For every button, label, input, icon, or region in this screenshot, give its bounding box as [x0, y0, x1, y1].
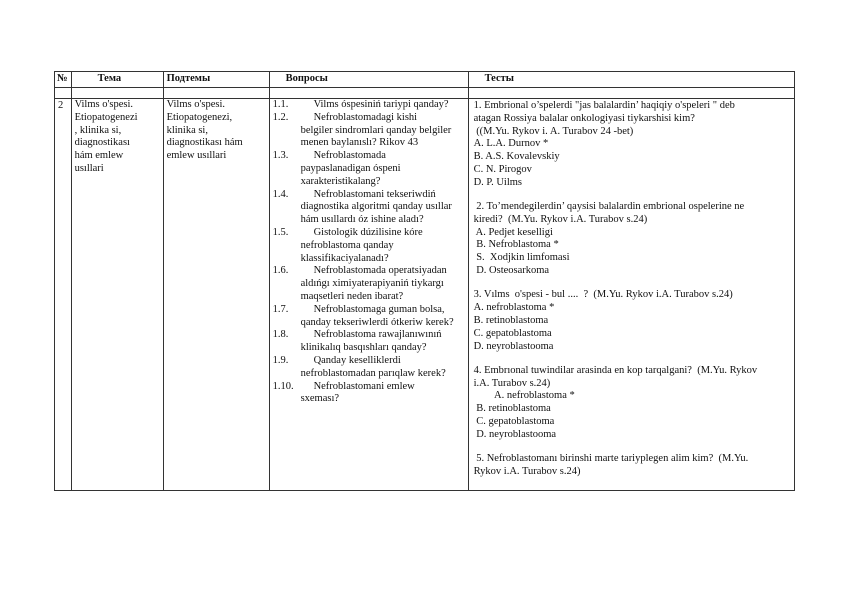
- question-text: [301, 99, 465, 112]
- question-line: diagnostika algoritmi qanday usıllar: [300, 201, 452, 213]
- test-question: 3. Vılms o'spesi - bul .... ? (M.Yu. Rykov i.A. Turabov s.24): [473, 289, 733, 301]
- tests-cell: [468, 99, 794, 491]
- question-line: menen baylanıslı? Rikov 43: [300, 137, 419, 149]
- question-number: 1.10.: [272, 380, 294, 392]
- questions-table: [54, 71, 795, 491]
- question-item: [273, 381, 465, 407]
- test-line: B. retinoblastoma: [473, 403, 551, 415]
- header-topic: Тема: [71, 72, 163, 88]
- subtopic-line: klinika si,: [166, 124, 208, 136]
- topic-line: , klinika si,: [74, 124, 122, 136]
- question-line: hám usıllardı óz ishine aladı?: [300, 214, 424, 226]
- question-line: sxeması?: [300, 393, 340, 405]
- question-line: maqsetleri neden ibarat?: [300, 290, 404, 302]
- question-line: Nefroblastomaga guman bolsa,: [313, 303, 445, 315]
- subtopic-line: emlew usıllari: [166, 150, 227, 162]
- header-questions: Вопросы: [269, 72, 468, 88]
- question-line: Nefroblastomada operatsiyadan: [313, 265, 447, 277]
- test-item: [474, 100, 791, 190]
- test-question: 1. Embrional o’spelerdi "jas balalardin’ haqiqiy o'speleri " deb: [473, 100, 735, 111]
- question-number: 1.1.: [272, 99, 289, 110]
- test-line: C. gepatoblastoma: [473, 327, 552, 339]
- question-text: [301, 112, 465, 150]
- subtopic-line: Vilms o'spesi.: [166, 99, 225, 110]
- question-line: Vilms óspesiniń tariypi qanday?: [313, 99, 449, 110]
- test-line: kiredi? (M.Yu. Rykov i.A. Turabov s.24): [473, 213, 648, 225]
- question-line: Nefroblastomani tekseriwdiń: [313, 188, 436, 200]
- topic-line: diagnostikası: [74, 137, 130, 149]
- question-item: [273, 112, 465, 150]
- question-number: 1.8.: [272, 329, 289, 341]
- question-item: [273, 355, 465, 381]
- question-text: [301, 355, 465, 381]
- question-number: 1.2.: [272, 111, 289, 123]
- test-line: A. Pedjet keselligi: [473, 226, 553, 238]
- question-line: Nefroblastomadagi kishi: [313, 111, 418, 123]
- test-line: C. N. Pirogov: [473, 163, 532, 175]
- question-item: [273, 265, 465, 303]
- question-item: [273, 329, 465, 355]
- question-item: [273, 189, 465, 227]
- topic-line: Vilms o'spesi.: [74, 99, 133, 110]
- question-line: klinikalıq basqıshları qanday?: [300, 342, 427, 354]
- question-text: [301, 189, 465, 227]
- header-subtopic: Подтемы: [163, 72, 269, 88]
- test-line: B. A.S. Kovalevskiy: [473, 151, 560, 163]
- table-row: [55, 99, 795, 491]
- question-text: [301, 381, 465, 407]
- question-item: [273, 150, 465, 188]
- test-line: i.A. Turabov s.24): [473, 377, 551, 389]
- question-number: 1.9.: [272, 354, 289, 366]
- question-line: Nefroblastomani emlew: [313, 380, 415, 392]
- test-question: 4. Embrıonal tuwindilar arasinda en kop tarqalgani? (M.Yu. Rykov: [473, 364, 758, 376]
- topic-line: Etiopatogenezi: [74, 111, 138, 123]
- question-number: 1.4.: [272, 188, 289, 200]
- question-number: 1.3.: [272, 150, 289, 162]
- test-line: D. P. Uilms: [473, 176, 522, 188]
- question-text: [301, 227, 465, 265]
- test-line: D. neyroblastooma: [473, 340, 554, 352]
- test-item: [474, 289, 791, 353]
- question-text: [301, 329, 465, 355]
- test-line: D. Osteosarkoma: [473, 265, 550, 277]
- question-line: Nefroblastomada: [313, 150, 386, 162]
- test-line: A. L.A. Durnov *: [473, 138, 549, 150]
- question-text: [301, 150, 465, 188]
- question-text: [301, 304, 465, 330]
- test-line: A. nefroblastoma *: [473, 302, 555, 314]
- question-line: nefroblastoma qanday: [300, 239, 394, 251]
- test-item: [474, 201, 791, 278]
- question-line: belgiler sindromlari qanday belgiler: [300, 124, 452, 136]
- question-line: klassifikaciyalanadı?: [300, 252, 389, 264]
- test-question: 2. To’mendegilerdin’ qaysisi balalardin embrional ospelerine ne: [473, 201, 745, 213]
- row-number: 2: [55, 99, 72, 491]
- question-item: [273, 99, 465, 112]
- test-line: atagan Rossiya balalar onkologiyasi tiykarshisi kim?: [473, 112, 695, 124]
- test-line: D. neyroblastooma: [473, 428, 557, 440]
- question-text: [301, 265, 465, 303]
- test-line: B. retinoblastoma: [473, 314, 549, 326]
- header-row: [55, 72, 795, 88]
- header-number: №: [55, 72, 72, 88]
- test-line: A. nefroblastoma *: [473, 390, 575, 402]
- question-number: 1.5.: [272, 226, 289, 238]
- question-line: paypaslanadigan óspeni: [300, 162, 401, 174]
- subtopic-line: Etiopatogenezi,: [166, 111, 233, 123]
- question-item: [273, 304, 465, 330]
- header-tests: Тесты: [468, 72, 794, 88]
- test-question: 5. Nefroblastomanı birinshi marte tariyplegen alim kim? (M.Yu.: [473, 453, 749, 465]
- test-item: [474, 365, 791, 442]
- question-line: Qanday keselliklerdi: [313, 354, 401, 366]
- question-item: [273, 227, 465, 265]
- question-line: xarakteristikalang?: [300, 175, 381, 187]
- topic-line: usıllari: [74, 162, 104, 174]
- topic-line: hám emlew: [74, 150, 124, 162]
- test-line: S. Xodjkin limfomasi: [473, 252, 570, 264]
- question-number: 1.7.: [272, 303, 289, 315]
- test-line: C. gepatoblastoma: [473, 416, 555, 428]
- question-line: nefroblastomadan parıqlaw kerek?: [300, 367, 446, 379]
- question-line: aldıńgı ximiyaterapiyaniń tiykargı: [300, 278, 444, 290]
- test-line: B. Nefroblastoma *: [473, 239, 559, 251]
- topic-cell: [71, 99, 163, 491]
- spacer-row: [55, 88, 795, 99]
- question-line: qanday tekseriwlerdi ótkeriw kerek?: [300, 316, 454, 328]
- test-line: ((M.Yu. Rykov i. A. Turabov 24 -bet): [473, 125, 634, 137]
- question-line: Nefroblastoma rawajlanıwınıń: [313, 329, 442, 341]
- subtopic-line: diagnostikası hám: [166, 137, 243, 149]
- questions-cell: [269, 99, 468, 491]
- test-item: [474, 453, 791, 479]
- question-line: Gistologik dúzilisine kóre: [313, 226, 423, 238]
- test-line: Rykov i.A. Turabov s.24): [473, 465, 581, 477]
- question-number: 1.6.: [272, 265, 289, 277]
- subtopic-cell: [163, 99, 269, 491]
